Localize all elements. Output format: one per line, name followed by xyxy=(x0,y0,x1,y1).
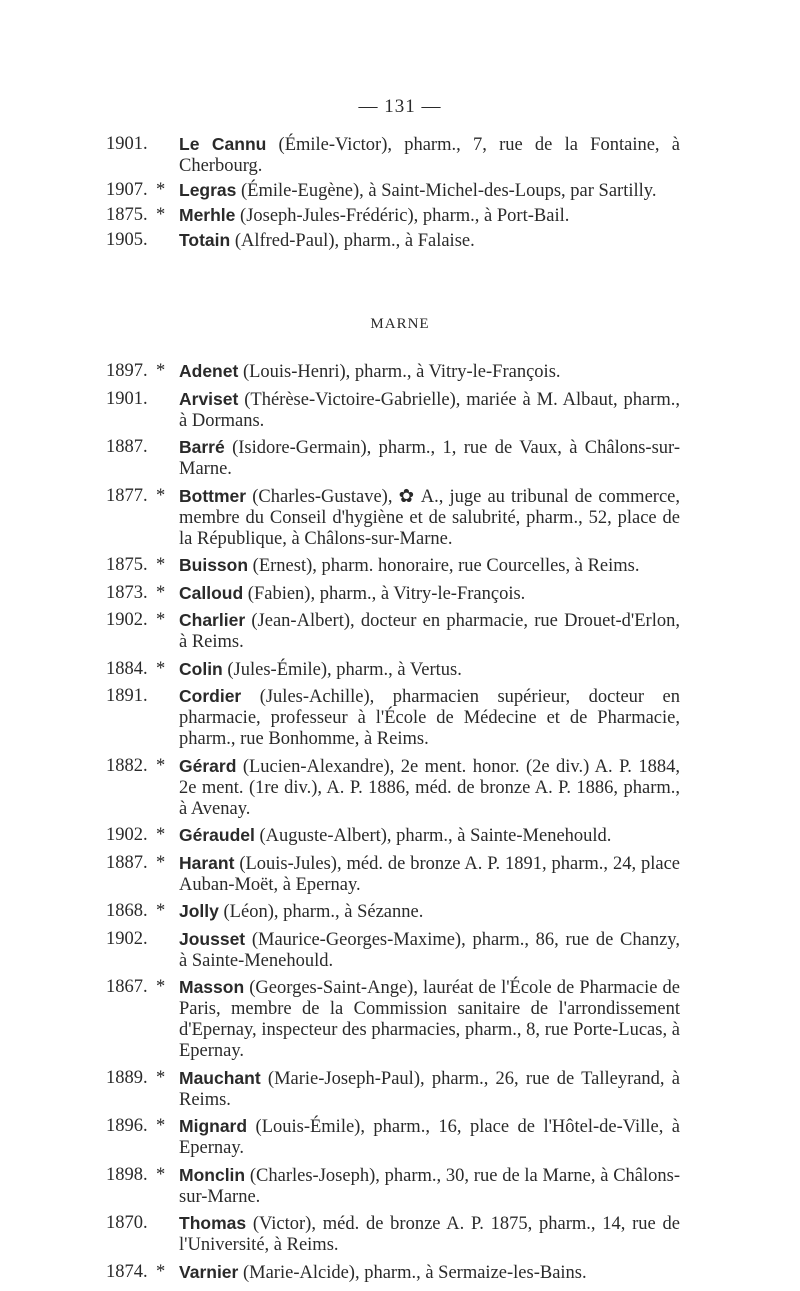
entry-year: 1873. xyxy=(106,582,148,603)
entry-details: (Jules-Achille), pharmacien supérieur, docteur en pharmacie, professeur à l'École de Médecine et de Pharmacie, pharm., rue Bonhomme, à Reims. xyxy=(179,687,680,749)
entry-name: Totain xyxy=(179,230,231,250)
entry-body xyxy=(179,686,680,750)
marne-entries-list xyxy=(106,361,680,1289)
list-item xyxy=(106,1213,680,1256)
entry-mark: * xyxy=(156,1067,166,1088)
entry-name: Cordier xyxy=(179,686,242,706)
entry-name: Adenet xyxy=(179,361,239,381)
entry-year: 1867. xyxy=(106,977,148,997)
entry-details: (Alfred-Paul), pharm., à Falaise. xyxy=(230,231,475,251)
entry-details: (Fabien), pharm., à Vitry-le-François. xyxy=(243,583,526,604)
entry-body xyxy=(179,1262,680,1284)
entry-year: 1868. xyxy=(106,901,148,921)
list-item xyxy=(106,1165,680,1208)
entry-body xyxy=(179,977,680,1062)
list-item xyxy=(106,1116,680,1159)
entry-year: 1887. xyxy=(106,852,148,873)
entry-details: (Marie-Joseph-Paul), pharm., 26, rue de Talleyrand, à Reims. xyxy=(179,1068,680,1110)
list-item xyxy=(106,134,680,177)
entry-mark: * xyxy=(156,610,166,630)
entry-year: 1905. xyxy=(106,230,148,250)
entry-name: Le Cannu xyxy=(179,134,267,154)
list-item xyxy=(106,610,680,653)
entry-year: 1898. xyxy=(106,1164,148,1185)
entry-mark: * xyxy=(156,1164,166,1185)
entry-mark: * xyxy=(156,658,166,679)
manche-entries-list xyxy=(106,134,680,255)
entry-name: Gérard xyxy=(179,755,237,776)
entry-body xyxy=(179,929,680,972)
entry-name: Charlier xyxy=(179,610,246,630)
entry-details: (Thérèse-Victoire-Gabrielle), mariée à M. Albaut, pharm., à Dormans. xyxy=(179,389,680,431)
entry-body xyxy=(179,1116,680,1159)
entry-details: (Émile-Victor), pharm., 7, rue de la Fontaine, à Cherbourg. xyxy=(179,135,680,176)
entry-name: Géraudel xyxy=(179,825,255,845)
entry-name: Monclin xyxy=(179,1164,246,1185)
entry-name: Legras xyxy=(179,180,237,200)
list-item xyxy=(106,901,680,923)
entry-mark: * xyxy=(156,485,166,506)
entry-name: Merhle xyxy=(179,205,236,225)
entry-body xyxy=(179,659,680,681)
entry-details: (Lucien-Alexandre), 2e ment. honor. (2e div.) A. P. 1884, 2e ment. (1re div.), A. P. 1886, méd. de bronze A. P. 1886, pharm., à Avenay. xyxy=(179,756,680,819)
entry-body xyxy=(179,134,680,177)
entry-year: 1896. xyxy=(106,1116,148,1136)
list-item xyxy=(106,686,680,750)
list-item xyxy=(106,583,680,605)
entry-name: Bottmer xyxy=(179,485,247,506)
entry-details: (Charles-Gustave), ✿ A., juge au tribunal de commerce, membre du Conseil d'hygiène et de salubrité, pharm., 52, place de la République, à Châlons-sur-Marne. xyxy=(179,486,680,549)
entry-mark: * xyxy=(156,825,166,845)
entry-body xyxy=(179,756,680,820)
entry-year: 1897. xyxy=(106,361,148,381)
list-item xyxy=(106,230,680,252)
entry-year: 1902. xyxy=(106,825,148,845)
section-title: MARNE xyxy=(370,316,430,332)
entry-body xyxy=(179,555,680,577)
entry-name: Harant xyxy=(179,852,235,873)
list-item xyxy=(106,486,680,550)
page-number: — 131 — xyxy=(358,96,442,117)
entry-body xyxy=(179,1165,680,1208)
entry-name: Varnier xyxy=(179,1261,239,1282)
entry-year: 1874. xyxy=(106,1261,148,1282)
entry-details: (Louis-Jules), méd. de bronze A. P. 1891, pharm., 24, place Auban-Moët, à Epernay. xyxy=(179,853,680,895)
entry-body xyxy=(179,486,680,550)
list-item xyxy=(106,1262,680,1284)
list-item xyxy=(106,437,680,480)
entry-body xyxy=(179,230,680,252)
entry-details: (Victor), méd. de bronze A. P. 1875, pharm., 14, rue de l'Université, à Reims. xyxy=(179,1214,680,1255)
entry-year: 1870. xyxy=(106,1213,148,1233)
entry-body xyxy=(179,180,680,202)
list-item xyxy=(106,555,680,577)
list-item xyxy=(106,977,680,1062)
entry-body xyxy=(179,825,680,847)
entry-body xyxy=(179,389,680,432)
entry-body xyxy=(179,437,680,480)
list-item xyxy=(106,361,680,383)
entry-year: 1877. xyxy=(106,485,148,506)
entry-name: Colin xyxy=(179,658,223,679)
entry-mark: * xyxy=(156,582,166,603)
entry-name: Mignard xyxy=(179,1116,248,1136)
entry-year: 1907. xyxy=(106,180,148,200)
entry-details: (Auguste-Albert), pharm., à Sainte-Menehould. xyxy=(254,826,612,846)
entry-name: Jolly xyxy=(179,901,219,921)
list-item xyxy=(106,659,680,681)
entry-body xyxy=(179,205,680,227)
entry-name: Thomas xyxy=(179,1213,247,1233)
entry-year: 1875. xyxy=(106,205,148,225)
entry-year: 1882. xyxy=(106,755,148,776)
entry-mark: * xyxy=(156,1116,166,1136)
list-item xyxy=(106,205,680,227)
list-item xyxy=(106,825,680,847)
entry-year: 1887. xyxy=(106,437,148,457)
entry-details: (Léon), pharm., à Sézanne. xyxy=(218,902,424,922)
entry-mark: * xyxy=(156,977,166,997)
entry-body xyxy=(179,361,680,383)
entry-body xyxy=(179,1213,680,1256)
entry-year: 1891. xyxy=(106,686,148,706)
entry-details: (Jean-Albert), docteur en pharmacie, rue Drouet-d'Erlon, à Reims. xyxy=(179,611,680,652)
entry-body xyxy=(179,610,680,653)
entry-body xyxy=(179,583,680,605)
entry-name: Arviset xyxy=(179,388,239,409)
entry-year: 1901. xyxy=(106,388,148,409)
entry-details: (Ernest), pharm. honoraire, rue Courcelles, à Reims. xyxy=(248,556,640,576)
entry-year: 1889. xyxy=(106,1067,148,1088)
entry-details: (Émile-Eugène), à Saint-Michel-des-Loups, par Sartilly. xyxy=(236,181,657,201)
list-item xyxy=(106,389,680,432)
entry-body xyxy=(179,853,680,896)
entry-body xyxy=(179,1068,680,1111)
entry-name: Buisson xyxy=(179,555,249,575)
list-item xyxy=(106,853,680,896)
entry-name: Barré xyxy=(179,437,225,457)
entry-details: (Jules-Émile), pharm., à Vertus. xyxy=(222,659,462,680)
entry-mark: * xyxy=(156,755,166,776)
entry-mark: * xyxy=(156,1261,166,1282)
entry-details: (Louis-Émile), pharm., 16, place de l'Hôtel-de-Ville, à Epernay. xyxy=(179,1117,680,1158)
entry-body xyxy=(179,901,680,923)
entry-mark: * xyxy=(156,180,166,200)
entry-name: Jousset xyxy=(179,928,246,949)
entry-details: (Georges-Saint-Ange), lauréat de l'École de Pharmacie de Paris, membre de la Commission sanitaire de l'arrondissement d'Epernay, inspecteur des pharmacies, pharm., 8, rue Porte-Lucas, à Epernay. xyxy=(179,978,680,1061)
entry-name: Calloud xyxy=(179,582,244,603)
entry-details: (Louis-Henri), pharm., à Vitry-le-François. xyxy=(238,362,561,382)
entry-year: 1902. xyxy=(106,610,148,630)
list-item xyxy=(106,929,680,972)
list-item xyxy=(106,180,680,202)
entry-name: Mauchant xyxy=(179,1067,261,1088)
entry-mark: * xyxy=(156,205,166,225)
entry-details: (Isidore-Germain), pharm., 1, rue de Vaux, à Châlons-sur-Marne. xyxy=(179,438,680,479)
entry-mark: * xyxy=(156,852,166,873)
list-item xyxy=(106,756,680,820)
entry-year: 1902. xyxy=(106,928,148,949)
entry-year: 1901. xyxy=(106,134,148,154)
list-item xyxy=(106,1068,680,1111)
entry-year: 1875. xyxy=(106,555,148,575)
entry-mark: * xyxy=(156,901,166,921)
entry-details: (Joseph-Jules-Frédéric), pharm., à Port-Bail. xyxy=(235,206,570,226)
entry-name: Masson xyxy=(179,977,245,997)
entry-mark: * xyxy=(156,555,166,575)
entry-mark: * xyxy=(156,361,166,381)
entry-details: (Charles-Joseph), pharm., 30, rue de la Marne, à Châlons-sur-Marne. xyxy=(179,1165,680,1207)
entry-details: (Marie-Alcide), pharm., à Sermaize-les-Bains. xyxy=(238,1262,587,1283)
entry-year: 1884. xyxy=(106,658,148,679)
entry-details: (Maurice-Georges-Maxime), pharm., 86, rue de Chanzy, à Sainte-Menehould. xyxy=(179,929,680,971)
